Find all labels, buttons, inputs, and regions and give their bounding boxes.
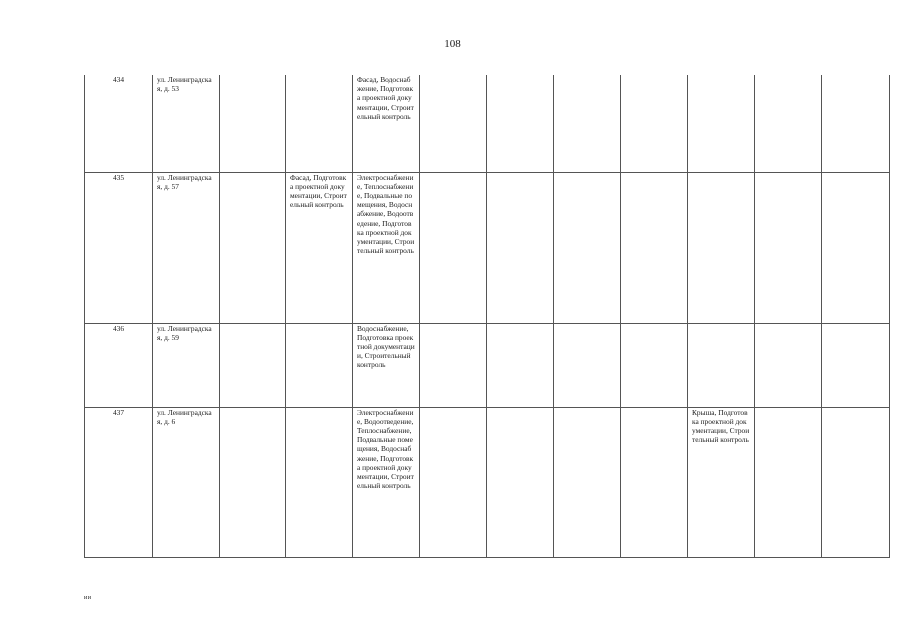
- table-cell: [220, 323, 286, 407]
- table-cell: [621, 323, 688, 407]
- table-cell: [554, 407, 621, 557]
- table-cell: [420, 323, 487, 407]
- row-work-types-roof: Крыша, Подготовка проектной документации, Строительный контроль: [688, 407, 755, 557]
- table-cell: [420, 75, 487, 172]
- row-work-types: Водоснабжение, Подготовка проектной документации, Строительный контроль: [353, 323, 420, 407]
- table-cell: [822, 407, 890, 557]
- table-cell: [420, 172, 487, 323]
- table-cell: [487, 407, 554, 557]
- table-row: [85, 323, 890, 407]
- table-cell: [755, 172, 822, 323]
- table-cell: [822, 172, 890, 323]
- row-address: ул. Ленинградская, д. 59: [153, 323, 220, 407]
- table-cell: [554, 75, 621, 172]
- table-cell: [220, 75, 286, 172]
- table-cell: [688, 323, 755, 407]
- row-address: ул. Ленинградская, д. 53: [153, 75, 220, 172]
- table-cell: [487, 172, 554, 323]
- table-cell: [286, 323, 353, 407]
- row-work-types-secondary: Фасад, Подготовка проектной документации, Строительный контроль: [286, 172, 353, 323]
- page-number: 108: [444, 38, 461, 50]
- table-cell: [688, 75, 755, 172]
- table-row: [85, 75, 890, 172]
- row-number: 434: [85, 75, 153, 172]
- table-cell: [755, 407, 822, 557]
- table-cell: [487, 323, 554, 407]
- row-address: ул. Ленинградская, д. 6: [153, 407, 220, 557]
- row-address: ул. Ленинградская, д. 57: [153, 172, 220, 323]
- table-cell: [487, 75, 554, 172]
- table-cell: [755, 75, 822, 172]
- row-work-types: Электроснабжение, Теплоснабжение, Подвальные помещения, Водоснабжение, Водоотведение, Подготовка проектной документации, Строительный контроль: [353, 172, 420, 323]
- table-cell: [220, 172, 286, 323]
- table-cell: [822, 323, 890, 407]
- row-work-types: Фасад, Водоснабжение, Подготовка проектной документации, Строительный контроль: [353, 75, 420, 172]
- table-cell: [621, 407, 688, 557]
- table-cell: [286, 407, 353, 557]
- table-cell: [621, 172, 688, 323]
- work-table: [84, 75, 890, 558]
- row-number: 437: [85, 407, 153, 557]
- table-row: [85, 172, 890, 323]
- row-work-types: Электроснабжение, Водоотведение, Теплоснабжение, Подвальные помещения, Водоснабжение, Подготовка проектной документации, Строительный контроль: [353, 407, 420, 557]
- table-cell: [420, 407, 487, 557]
- table-row: [85, 407, 890, 557]
- table-cell: [286, 75, 353, 172]
- table-cell: [755, 323, 822, 407]
- row-number: 436: [85, 323, 153, 407]
- footer-mark: ии: [84, 595, 92, 601]
- row-number: 435: [85, 172, 153, 323]
- table-cell: [554, 323, 621, 407]
- table-cell: [621, 75, 688, 172]
- table-cell: [220, 407, 286, 557]
- table-cell: [554, 172, 621, 323]
- table-cell: [822, 75, 890, 172]
- table-cell: [688, 172, 755, 323]
